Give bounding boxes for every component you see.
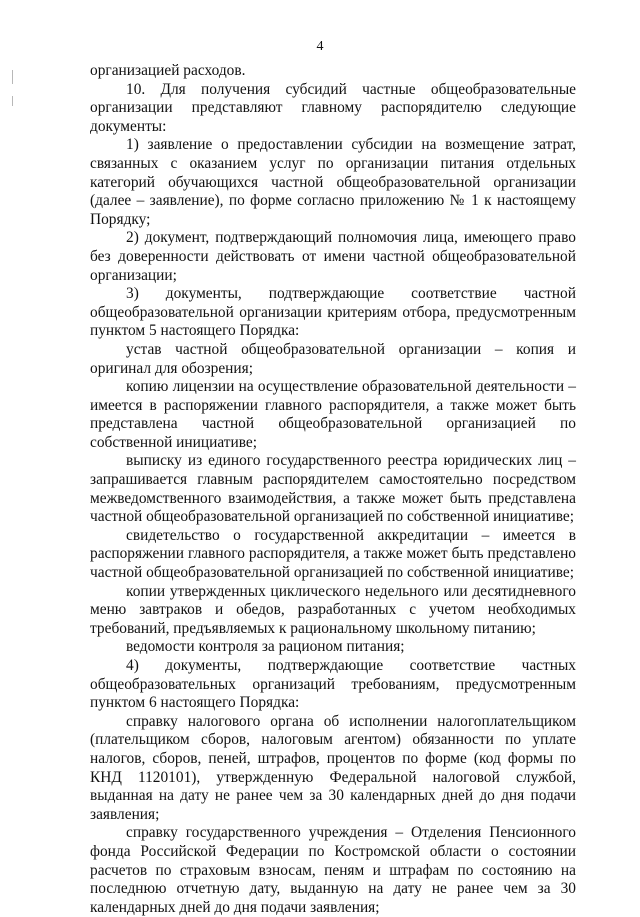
paragraph: копию лицензии на осуществление образовательной деятельности – имеется в распоряжении главного распорядителя, а также может быть представлена частной общеобразовательной организацией по собственной инициативе;: [90, 378, 576, 451]
paragraph: 1) заявление о предоставлении субсидии на возмещение затрат, связанных с оказанием услуг по организации питания отдельных категорий обучающихся частной общеобразовательной организации (далее – заявление), по форме согласно приложению № 1 к настоящему Порядку;: [90, 136, 576, 228]
paragraph: 3) документы, подтверждающие соответствие частной общеобразовательной организации критериям отбора, предусмотренным пунктом 5 настоящего Порядка:: [90, 285, 576, 340]
paragraph: выписку из единого государственного реестра юридических лиц – запрашивается главным распорядителем самостоятельно посредством межведомственного взаимодействия, а также может быть представлена частной общеобразовательной организацией по собственной инициативе;: [90, 452, 576, 526]
document-body: [90, 62, 576, 917]
paragraph: ведомости контроля за рационом питания;: [126, 638, 405, 656]
paragraph: копии утвержденных циклического недельного или десятидневного меню завтраков и обедов, разработанных с учетом необходимых требований, предъявляемых к рациональному школьному питанию;: [90, 582, 576, 637]
scan-edge-mark: [12, 96, 13, 106]
paragraph: 4) документы, подтверждающие соответствие частных общеобразовательных организаций требованиям, предусмотренным пунктом 6 настоящего Порядка:: [90, 657, 576, 712]
paragraph: устав частной общеобразовательной организации – копия и оригинал для обозрения;: [90, 340, 576, 377]
paragraph: 10. Для получения субсидий частные общеобразовательные организации представляют главному распорядителю следующие документы:: [90, 80, 576, 135]
page-number: 4: [316, 39, 324, 54]
paragraph: свидетельство о государственной аккредитации – имеется в распоряжении главного распорядителя, а также может быть представлено частной общеобразовательной организацией по собственной инициативе;: [90, 526, 576, 582]
scan-edge-mark: [12, 70, 13, 84]
paragraph: справку налогового органа об исполнении налогоплательщиком (плательщиком сборов, налоговым агентом) обязанности по уплате налогов, сборов, пеней, штрафов, процентов по форме (код формы по КНД 1120101), утвержденную Федеральной налоговой службой, выданная на дату не ранее чем за 30 календарных дней до дня подачи заявления;: [90, 712, 576, 823]
paragraph: справку государственного учреждения – Отделения Пенсионного фонда Российской Федерации по Костромской области о состоянии расчетов по страховым взносам, пеням и штрафам по состоянию на последнюю отчетную дату, выданную на дату не ранее чем за 30 календарных дней до дня подачи заявления;: [90, 824, 576, 916]
paragraph: 2) документ, подтверждающий полномочия лица, имеющего право без доверенности действовать от имени частной общеобразовательной организации;: [90, 229, 576, 284]
paragraph: организацией расходов.: [90, 62, 246, 79]
